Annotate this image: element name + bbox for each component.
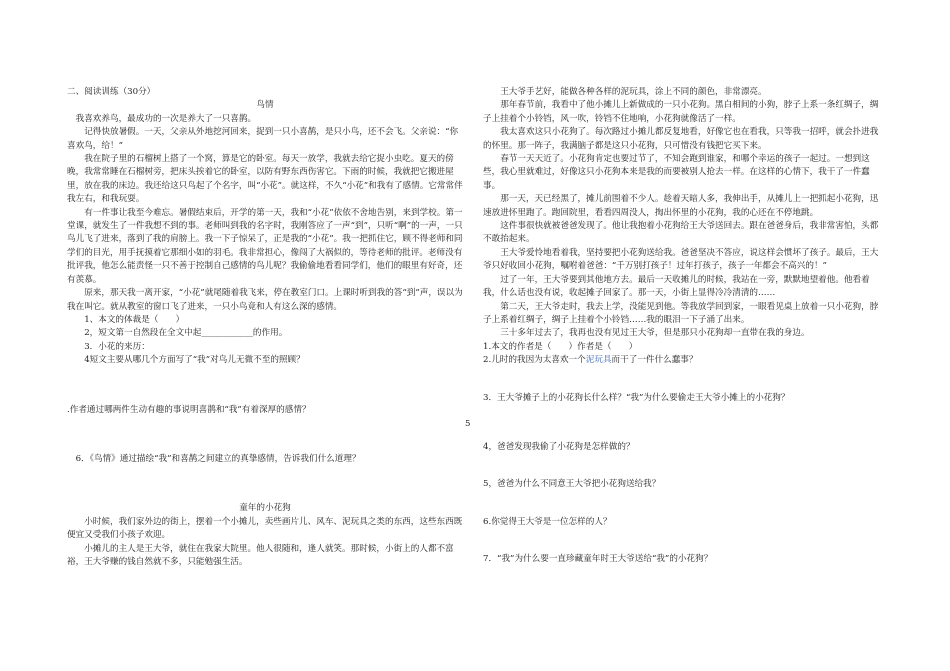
story1-paragraph: 我在院子里的石榴树上搭了一个窝，算是它的卧室。每天一放学，我就去给它捉小虫吃。夏天的傍晚，我常常睡在石榴树旁，把床头挨着它的卧室，以防有野东西伤害它。下雨的时候，我就把它搬进屋里，放在我的床边。我还给这只鸟起了个名字，叫“小花”。就这样，不久“小花”和我有了感情。它常常伴我左右，和我玩耍。 (67, 154, 463, 205)
story2-paragraph: 春节一天天近了。小花狗肯定也要过节了，不知会跑到谁家，和哪个幸运的孩子一起过。一想到这些，我心里就难过，好像这只小花狗本来是我的而要被别人抢去一样。在这样的心情下，我干了一件蠢事。 (483, 154, 870, 191)
question-1: 1、本文的体裁是（ ） (84, 314, 185, 325)
question-2: 2，短文第一自然段在全文中起____________的作用。 (84, 328, 288, 339)
story2-paragraph: 那一天，天已经黑了，摊儿前围着不少人。趁着天暗人多，我伸出手，从摊儿上一把抓起小花狗，迅速放进怀里跑了。跑回院里，看看四周没人，掏出怀里的小花狗，我的心还在不停地跳。 (483, 194, 879, 218)
story2-paragraph: 我太喜欢这只小花狗了。每次路过小摊儿都反复地看，好像它也在看我，只等我一招呼，就会扑进我的怀里。那一阵子，我满脑子都是这只小花狗，只可惜没有钱把它买下来。 (483, 127, 879, 151)
story2-paragraph: 小时候，我们家外边的街上，摆着一个小摊儿，卖些画片儿、风车、泥玩具之类的东西，这些东西既便宜又受我们小孩子欢迎。 (67, 516, 463, 541)
answer-space (483, 405, 883, 441)
story1-paragraph: 有一件事让我至今难忘。暑假结束后，开学的第一天，我和“小花”依依不舍地告别，来到学校。第一堂课，就发生了一件我想不到的事。老师叫到我的名字时，我刚答应了一声“到”，只听“啊”的一声，一只鸟儿飞了进来，落到了我的肩膀上。我一下子惊呆了，正是我的“小花”。我一把抓住它，顾不得老师和同学们的目光，用手抚摸着它那细小如的羽毛。我非常担心，像闯了大祸似的，等待老师的批评。老师没有批评我，他怎么能责怪一只不善于控制自己感情的鸟儿呢？我偷偷地看看同学们，他们的眼里有好奇，还有羡慕。 (67, 207, 463, 285)
story2-paragraph: 第二天，王大爷走时，我去上学，没能见到他。等我放学回到家，一眼看见桌上放着一只小花狗，脖子上系着红绸子，绸子上挂着个小铃铛……我的眼泪一下子涌了出来。 (483, 301, 879, 325)
left-column (67, 86, 463, 569)
story2-question-3: 3．王大爷摊子上的小花狗长什么样？“我”为什么要偷走王大爷小摊上的小花狗？ (483, 392, 790, 403)
answer-space (67, 368, 463, 404)
story2-paragraph: 过了一年，王大爷要到其他地方去。最后一天收摊儿的时候，我站在一旁，默默地望着他。他看着我，什么话也没有说，收起摊子回家了。那一天，小街上显得冷冷清清的…… (483, 274, 870, 299)
q2-text-after: 而干了一件什么蠢事？ (611, 355, 698, 366)
question-5: .作者通过哪两件生动有趣的事说明喜鹊和“我”有着深厚的感情？ (67, 404, 311, 415)
answer-space (67, 417, 463, 453)
section-heading: 二、阅读训练（30分） (67, 87, 156, 97)
story1-paragraph: 原来，那天我一离开家，“小花”就尾随着我飞来，停在教室门口。上课时听到我的答“到”声，误以为我在叫它。就从教室的窗口飞了进来，一只小鸟竟和人有这么深的感情。 (67, 288, 463, 312)
answer-space (483, 454, 883, 478)
story2-paragraph: 三十多年过去了，我再也没有见过王大爷，但是那只小花狗却一直带在我的身边。 (500, 328, 810, 339)
story1-paragraph: 记得快放暑假。一天，父亲从外地挖河回来，捉到一只小喜鹊，是只小鸟，还不会飞。父亲说：“你喜欢鸟，给！” (67, 127, 459, 151)
right-column (483, 86, 883, 567)
question-3: 3．小花的来历： (84, 341, 150, 352)
q2-text-before: 2.儿时的我因为太喜欢一个 (483, 355, 586, 366)
answer-space (483, 368, 883, 392)
story2-question-4: 4，爸爸发现我偷了小花狗是怎样做的？ (483, 441, 635, 452)
story2-question-1: 1.本文的作者是（ ）作者是（ ） (483, 341, 638, 352)
story2-paragraph: 小摊儿的主人是王大爷，就住在我家大院里。他人很随和，逢人就笑。那时候，小街上的人都不富裕，王大爷赚的钱自然就不多，只能勉强生活。 (67, 543, 454, 567)
question-6: 6．《鸟情》通过描绘“我”和喜鹊之间建立的真挚感情，告诉我们什么道理？ (75, 453, 361, 464)
story2-question-5: 5，爸爸为什么不同意王大爷把小花狗送给我？ (483, 479, 661, 490)
story2-title: 童年的小花狗 (239, 503, 291, 514)
question-4: 4短文主要从哪几个方面写了“我”对鸟儿无微不至的照顾？ (84, 355, 305, 366)
answer-space (483, 529, 883, 553)
story2-question-6: 6.你觉得王大爷是一位怎样的人？ (483, 516, 612, 527)
story1-title: 鸟情 (256, 100, 274, 111)
story2-paragraph: 这件事很快就被爸爸发现了。他让我抱着小花狗给王大爷送回去。跟在爸爸身后，我非常害怕，头都不敢抬起来。 (483, 221, 879, 245)
story2-question-2 (483, 354, 883, 367)
story2-paragraph: 王大爷爱怜地看着我，坚持要把小花狗送给我。爸爸坚决不答应，说这样会惯坏了孩子。最后，王大爷只好收回小花狗，嘱咐着爸爸：“千万别打孩子！过年打孩子，孩子一年都会不高兴的！” (483, 247, 879, 272)
answer-space (483, 492, 883, 516)
story1-paragraph: 我喜欢养鸟，最成功的一次是养大了一只喜鹊。 (75, 113, 257, 124)
story2-paragraph: 王大爷手艺好，能做各种各样的泥玩具，涂上不同的颜色，非常漂亮。 (500, 87, 767, 97)
story2-paragraph: 那年春节前，我看中了他小摊儿上新做成的一只小花狗。黑白相间的小狗，脖子上系一条红绸子，绸子上挂着个小铃铛，风一吹，铃铛不住地响，小花狗就像活了一样。 (483, 100, 879, 124)
answer-space (67, 466, 463, 502)
q2-highlight: 泥玩具 (585, 355, 612, 366)
story2-question-7: 7．“我”为什么要一直珍藏童年时王大爷送给“我”的小花狗？ (483, 554, 713, 565)
page-number: 5 (465, 419, 471, 429)
